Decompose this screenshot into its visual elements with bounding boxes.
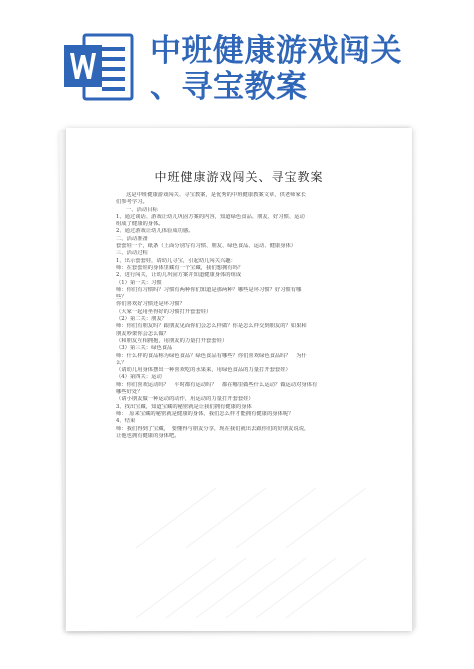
document-page xyxy=(66,128,412,631)
page-header xyxy=(0,0,474,120)
document-line: 1、出示套套娃，请幼儿寻宝，引起幼儿闯关兴趣： xyxy=(116,257,236,264)
document-line: 三、活动过程 xyxy=(116,250,148,257)
document-line: （3）第三关：绿色食品 xyxy=(116,345,173,352)
document-line: 1、通过谈话、游戏让幼儿巩固方案的内容，知道绿色食品、朋友、好习惯、运动 xyxy=(116,213,305,220)
document-line: （1）第一关：习惯 xyxy=(116,279,162,286)
document-line: 2、进行闯关，让幼儿巩固方案并知道健康身体的组成 xyxy=(116,272,242,279)
document-line: 师： 原来宝藏的秘密就是健康的身体，我们怎么样才能拥有健康的身体呢？ xyxy=(116,410,294,417)
document-line: 哪些好处？ xyxy=(116,389,143,396)
header-title-line1: 中班健康游戏闯关 xyxy=(150,33,402,69)
document-line: （请幼儿用身体摆出一种喜欢吃的水果来，用绿色食品的力量打开套套娃） xyxy=(116,367,291,374)
document-line: 二、活动准备 xyxy=(116,235,148,242)
document-line: 师：你们有习惯吗？习惯有两种你们知道是那两种？哪些是坏习惯？好习惯有哪 xyxy=(116,286,302,293)
document-line: 这是中班健康游戏闯关、寻宝教案，是优秀的中班健康教案文章，供老师家长 xyxy=(126,192,307,198)
document-line: 么？ xyxy=(116,359,127,366)
header-title xyxy=(150,33,470,105)
document-line: 师：你们喜欢运动吗？ 平时都有运动吗？ 都在哪里做些什么运动？做运动对身体有 xyxy=(116,381,318,388)
document-line: （2）第二关：朋友？ xyxy=(116,316,168,323)
document-line: （4）第四关：运动 xyxy=(116,374,162,381)
document-line: 3、找出宝藏，知道宝藏的秘密就是让我们拥有健康的身体 xyxy=(116,403,252,410)
document-line: 师：什么样的食品称为绿色食品？绿色食品有哪些？你们喜欢绿色食品吗？ 为什 xyxy=(116,352,307,359)
document-line: 们参考学习。 xyxy=(116,199,148,206)
document-line: 你们喜欢好习惯还是坏习惯？ xyxy=(116,301,185,308)
watermark-pattern xyxy=(126,458,366,628)
document-line: 组成了健康的身体。 xyxy=(116,221,164,228)
document-line: （请小朋友做一种运动的动作，用运动的力量打开套套娃） xyxy=(116,396,254,403)
document-line: 些？ xyxy=(116,294,127,301)
document-line: 师：我们得到了宝藏， 要懂得与朋友分享，现在我们就出去跟你们的好朋友说说， xyxy=(116,425,310,432)
document-line: 2、通过游戏让幼儿体验成功感。 xyxy=(116,228,194,235)
document-line: 套套娃一个，纸条（上面分别写有习惯、朋友、绿色食品、运动、健康身体） xyxy=(116,243,297,250)
document-line: （和朋友互相拥抱，用朋友的力量打开套套娃） xyxy=(116,337,228,344)
header-title-line2: 、寻宝教案 xyxy=(150,69,308,105)
document-body xyxy=(116,192,366,440)
document-title: 中班健康游戏闯关、寻宝教案 xyxy=(154,170,324,184)
document-line: 师：你们有朋友吗？跟朋友见面你们会怎么样做？你是怎么样交到朋友的？如果和 xyxy=(116,323,307,330)
document-line: （大家一起用坐得好的习惯打开套套娃） xyxy=(116,308,212,315)
document-line: 师：在套套娃的身体里藏有一个宝藏，我们想拥有吗？ xyxy=(116,264,244,271)
document-line: 朋友吵架你会怎么做？ xyxy=(116,330,169,337)
word-document-icon xyxy=(62,33,134,101)
document-line: 让他也拥有健康的身体吧。 xyxy=(116,432,180,439)
document-line: 4、结束 xyxy=(116,418,136,425)
document-line: 一、活动目标 xyxy=(126,206,158,213)
